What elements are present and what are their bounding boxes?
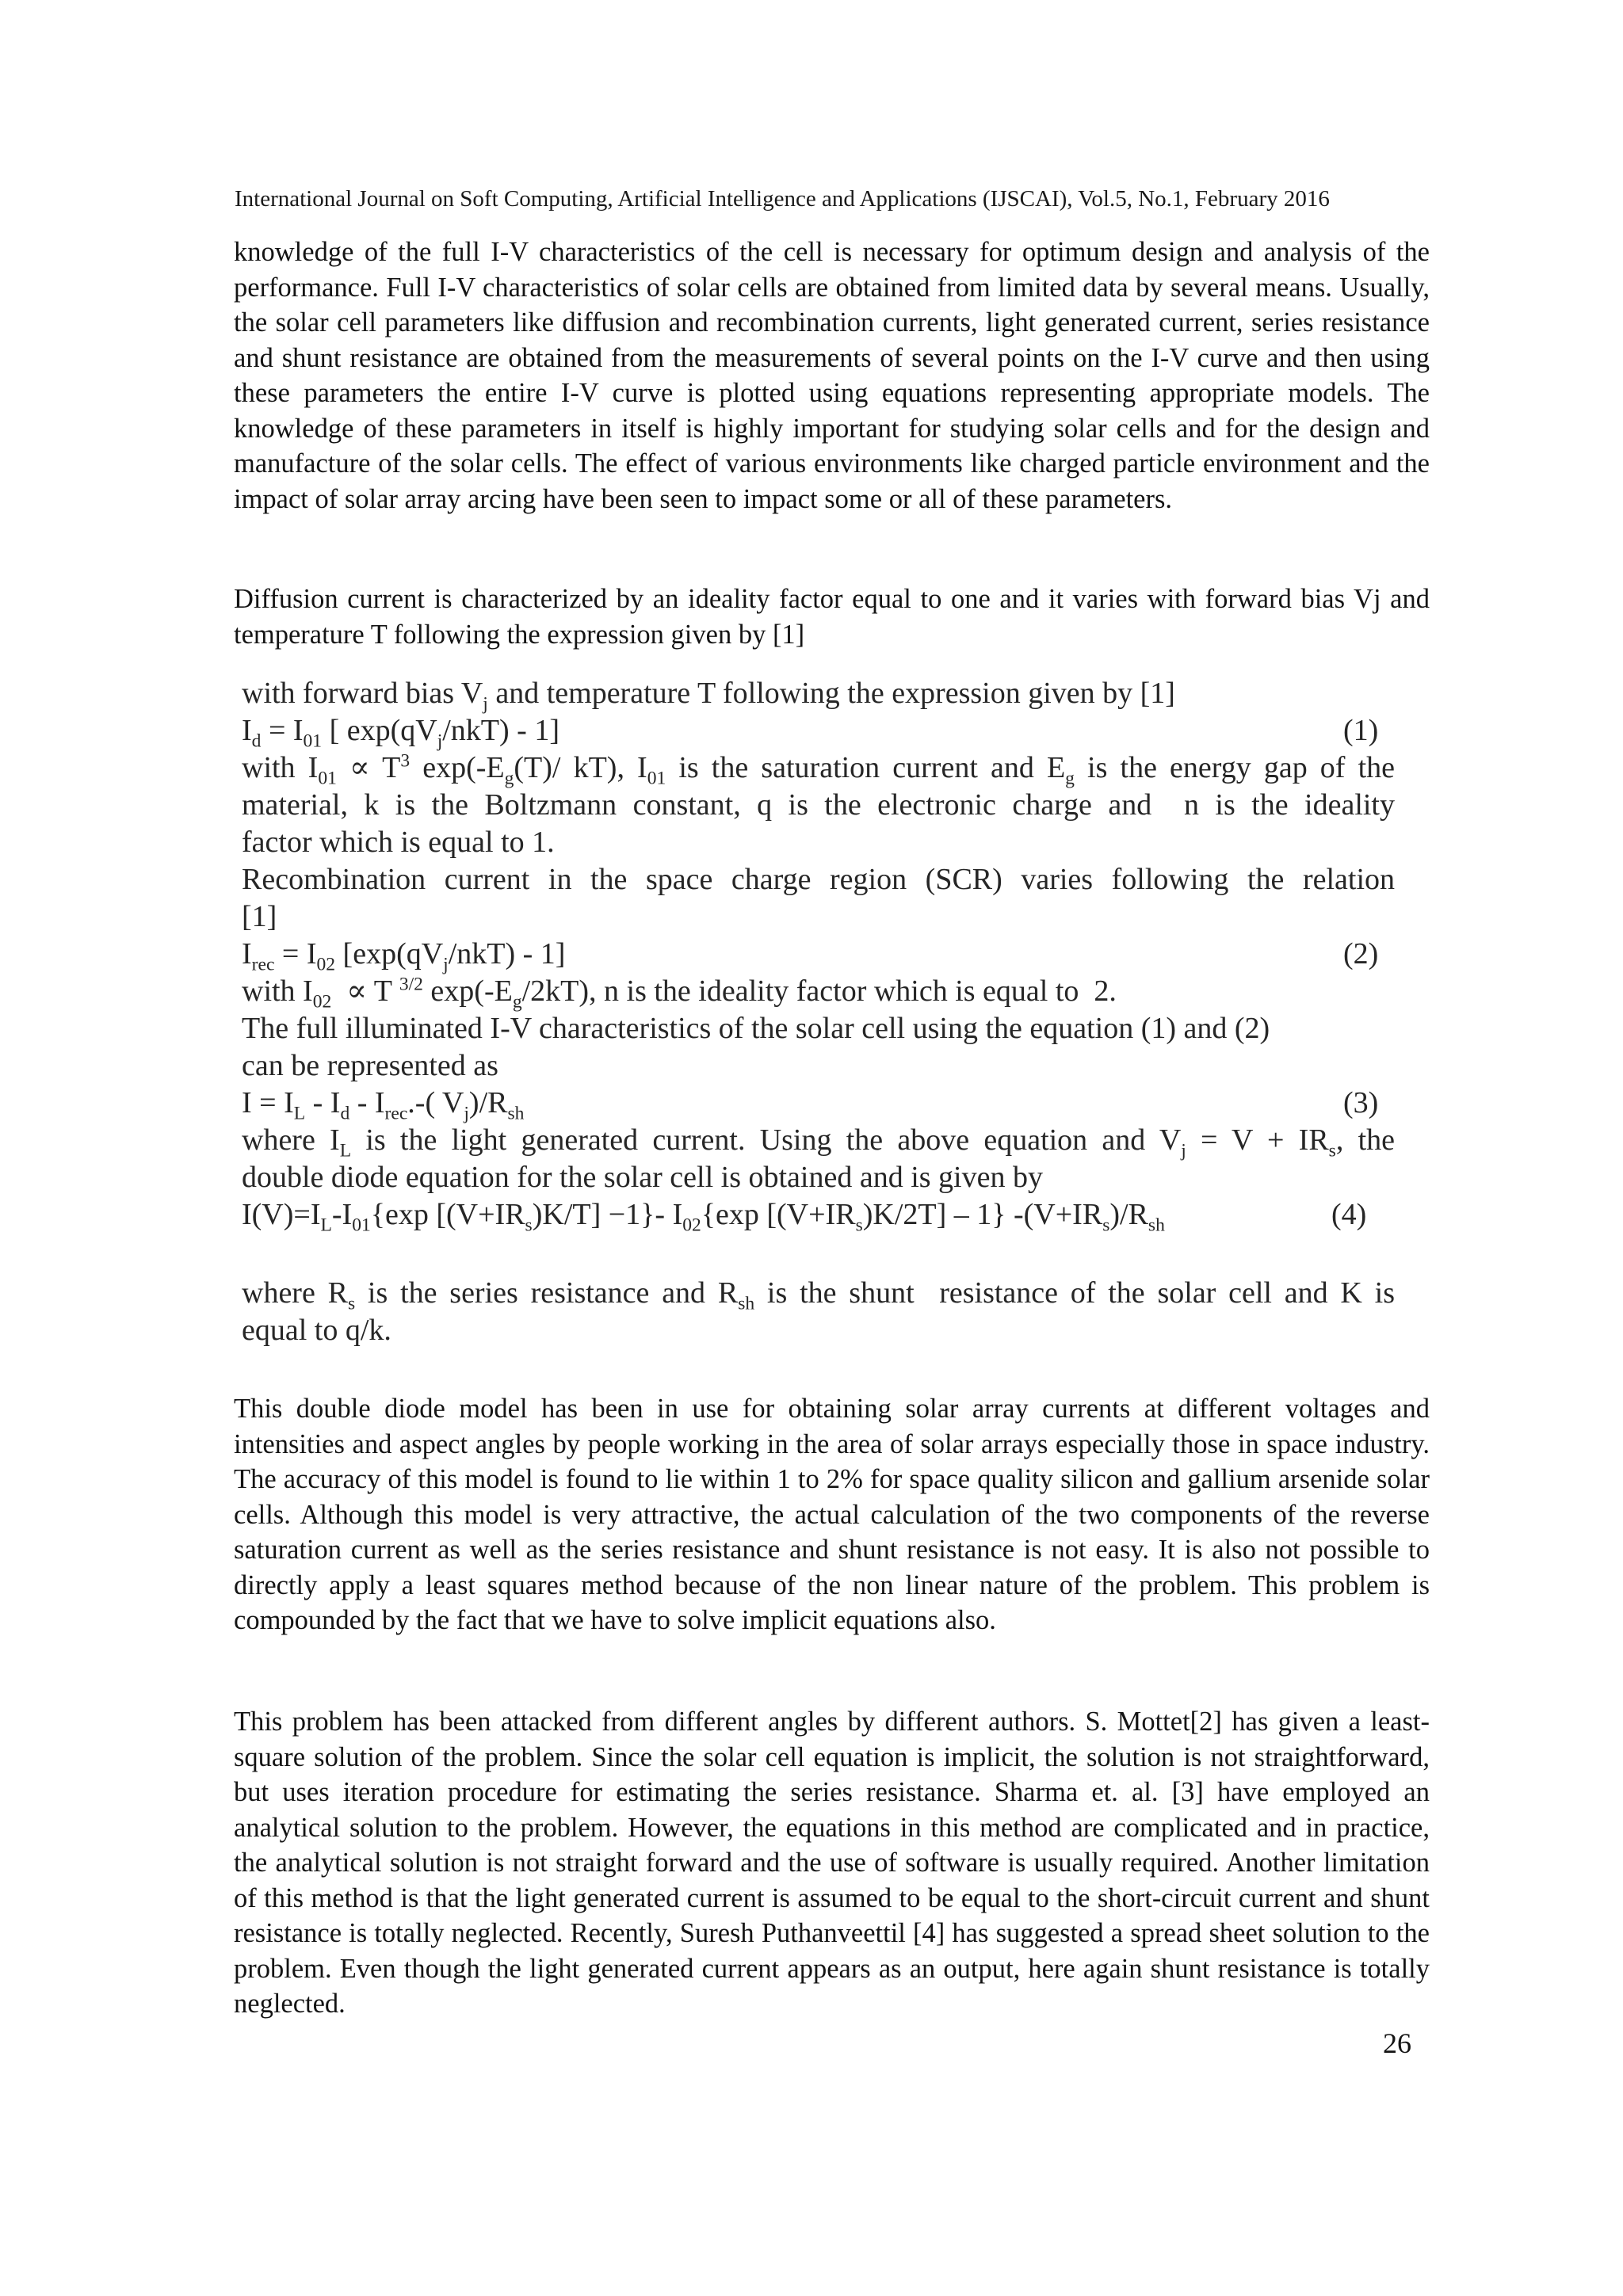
paragraph-diffusion-current: Diffusion current is characterized by an ideality factor equal to one and it varies with forward bias Vj and temperature T following the expression given by [1] [234, 584, 1430, 650]
equation-1: $I_d = I_{01}$ [ $\exp(qV_j/nkT) - 1$] (1) [242, 714, 1379, 752]
scan-line-illuminated: The full illuminated I-V characteristics of the solar cell using the equation (1) and (2) [242, 1012, 1270, 1045]
equation-number-2: (2) [1343, 937, 1379, 971]
equation-2: $I_{rec} = I_{02}$ $[\exp(qV_j/nkT) - 1]$ (2) [242, 937, 1379, 975]
paragraph-double-diode-model: This double diode model has been in use for obtaining solar array currents at different voltages and intensities and aspect angles by people working in the area of solar arrays especially those in space industry. The accuracy of this model is found to lie within 1 to 2% for space quality silicon and gallium arsenide solar cells. Although this model is very attractive, the actual calculation of the two components of the reverse saturation current as well as the series resistance and shunt resistance is not easy. It is also not possible to directly apply a least squares method because of the non linear nature of the problem. This problem is compounded by the fact that we have to solve implicit equations also. [234, 1394, 1430, 1635]
journal-header: International Journal on Soft Computing, Artificial Intelligence and Applications (IJSCAI), Vol.5, No.1, February 2016 [235, 186, 1330, 212]
paragraph-prior-approaches: This problem has been attacked from different angles by different authors. S. Mottet[2] has given a least-square solution of the problem. Since the solar cell equation is implicit, the solution is not straightforward, but uses iteration procedure for estimating the series resistance. Sharma et. al. [3] have employed an analytical solution to the problem. However, the equations in this method are complicated and in practice, the analytical solution is not straight forward and the use of software is usually required. Another limitation of this method is that the light generated current is assumed to be equal to the short-circuit current and shunt resistance is totally neglected. Recently, Suresh Puthanveettil [4] has suggested a spread sheet solution to the problem. Even though the light generated current appears as an output, here again shunt resistance is totally neglected. [234, 1707, 1430, 2019]
paragraph-iv-characteristics: knowledge of the full I-V characteristics of the cell is necessary for optimum design and analysis of the performance. Full I-V characteristics of solar cells are obtained from limited data by several means. Usually, the solar cell parameters like diffusion and recombination currents, light generated current, series resistance and shunt resistance are obtained from the measurements of several points on the I-V curve and then using these parameters the entire I-V curve is plotted using equations representing appropriate models. The knowledge of these parameters in itself is highly important for studying solar cells and for the design and manufacture of the solar cells. The effect of various environments like charged particle environment and the impact of solar array arcing have been seen to impact some or all of these parameters. [234, 237, 1430, 514]
equation-4: $I(V)=I_L-I_{01}\{\exp$ $[(V+IR_s)K/T] -1\}-$ $I_{02}\{\exp$ $[(V+IR_s)K/2T] - 1$} $-(V+IR_s)/R_{sh}$ (4) [242, 1198, 1367, 1236]
scan-line-i02-definition: with $I_{02} \propto T$ $^{3/2}$ $\exp(-E_g/2kT)$, n is the ideality factor which is equal to 2. [242, 974, 1117, 1013]
scan-line-ideality-one: factor which is equal to 1. [242, 826, 555, 859]
scan-line-double-diode: double diode equation for the solar cell is obtained and is given by [242, 1161, 1043, 1194]
equation-number-4: (4) [1331, 1198, 1367, 1231]
scan-line-i01-definition: with $I_{01} \propto T^3$ $\exp(-E_g(T)/$ kT), $I_{01}$ is the saturation current and $E_g$ is the energy gap of the [242, 750, 1395, 789]
scanned-equation-block [242, 675, 1395, 1349]
scan-line-ref1: [1] [242, 900, 277, 933]
scan-line-represented: can be represented as [242, 1049, 498, 1082]
scan-line-recombination: Recombination current in the space charge region (SCR) varies following the relation [242, 863, 1395, 896]
scan-line-resistances: where $R_s$ is the series resistance and $R_{sh}$ is the shunt resistance of the solar cell and K is [242, 1276, 1395, 1314]
equation-3: $I = I_L - I_d - I_{rec}.-$( $V_j)/R_{sh}$ (3) [242, 1086, 1379, 1124]
scan-line-k-definition: equal to q/k. [242, 1314, 391, 1347]
equation-number-1: (1) [1343, 714, 1379, 747]
scan-line-forward-bias: with forward bias $V_j$ and temperature T following the expression given by [1] [242, 677, 1175, 715]
equation-number-3: (3) [1343, 1086, 1379, 1119]
scan-line-light-current: where $I_L$ is the light generated current. Using the above equation and $V_j = V + IR_s$, the [242, 1123, 1395, 1161]
page-number: 26 [1383, 2027, 1411, 2059]
scan-line-constants: material, k is the Boltzmann constant, q is the electronic charge and n is the ideality [242, 788, 1395, 822]
